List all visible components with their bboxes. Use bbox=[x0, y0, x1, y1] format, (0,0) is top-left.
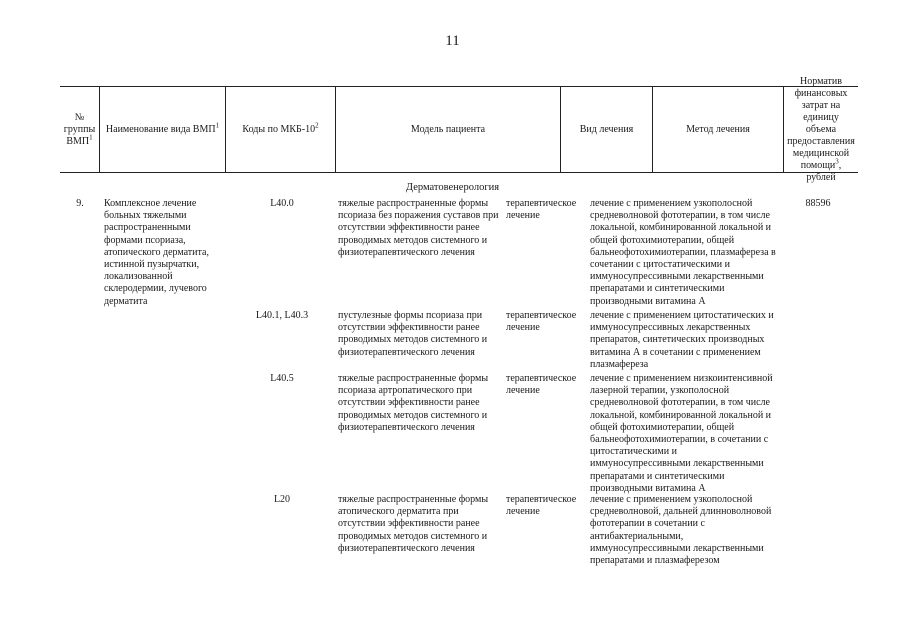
header-group-number: № группы ВМП$^1$ bbox=[60, 87, 100, 172]
row-vmp-name: Комплексное лечение больных тяжелыми распространенными формами псориаза, атопического дерматита, истинной пузырчатки, локализованной склеродермии, лучевого дерматита bbox=[104, 198, 209, 307]
row-mkb-code: L40.1, L40.3 bbox=[255, 310, 309, 321]
page-number: 11 bbox=[445, 33, 460, 49]
row-treatment-type: терапевтическое лечение bbox=[506, 198, 577, 222]
section-title: Дерматовенерология bbox=[405, 182, 500, 193]
header-cost-norm: Норматив финансовых затрат на единицу объема предоставления медицинской помощи$^3$, рублей bbox=[787, 75, 855, 183]
table-header bbox=[60, 75, 858, 183]
header-patient-model: Модель пациента bbox=[336, 87, 561, 172]
row-patient-model: тяжелые распространенные формы атопического дерматита при отсутствии эффективности ранее проводимых методов системного и физиотерапевтического лечения bbox=[338, 494, 489, 554]
row-mkb-code: L40.5 bbox=[270, 373, 294, 384]
row-treatment-method: лечение с применением низкоинтенсивной лазерной терапии, узкополосной средневолновой фототерапии, в том числе локальной, комбинированной локальной и общей фотохимиотерапии, общей бальнеофотохимиотерапии, в сочетании с цитостатическими и иммуносупрессивными лекарственными препаратами и синтетическими производными витамина А bbox=[590, 373, 773, 494]
row-treatment-method: лечение с применением узкополосной средневолновой, дальней длинноволновой фототерапии в сочетании с антибактериальными, иммуносупрессивными лекарственными препаратами и плазмаферезом bbox=[590, 494, 772, 567]
header-treatment-method: Метод лечения bbox=[653, 87, 784, 172]
row-patient-model: пустулезные формы псориаза при отсутствии эффективности ранее проводимых методов системного и физиотерапевтического лечения bbox=[338, 310, 488, 358]
row-patient-model: тяжелые распространенные формы псориаза без поражения суставов при отсутствии эффективности ранее проводимых методов системного и физиотерапевтического лечения bbox=[338, 198, 499, 258]
row-cost-norm: 88596 bbox=[805, 198, 831, 209]
row-patient-model: тяжелые распространенные формы псориаза артропатического при отсутствии эффективности ранее проводимых методов системного и физиотерапевтического лечения bbox=[338, 373, 489, 433]
row-treatment-type: терапевтическое лечение bbox=[506, 373, 577, 397]
header-vmp-name: Наименование вида ВМП$^1$ bbox=[100, 87, 226, 172]
row-number: 9. bbox=[76, 198, 84, 209]
row-treatment-type: терапевтическое лечение bbox=[506, 494, 577, 518]
row-treatment-method: лечение с применением узкополосной средневолновой фототерапии, в том числе локальной, комбинированной локальной и общей фотохимиотерапии, общей бальнеофотохимиотерапии, плазмафереза в сочетании с цитостатическими и иммуносупрессивными лекарственными препаратами и синтетическими производными витамина А bbox=[590, 198, 776, 307]
header-mkb-codes: Коды по МКБ-$10^2$ bbox=[226, 87, 336, 172]
row-mkb-code: L40.0 bbox=[270, 198, 294, 209]
row-treatment-method: лечение с применением цитостатических и иммуносупрессивных лекарственных препаратов, синтетических производных витамина А в сочетании с применением плазмафереза bbox=[590, 310, 774, 370]
row-mkb-code: L20 bbox=[273, 494, 291, 505]
row-treatment-type: терапевтическое лечение bbox=[506, 310, 577, 334]
header-treatment-type: Вид лечения bbox=[561, 87, 653, 172]
